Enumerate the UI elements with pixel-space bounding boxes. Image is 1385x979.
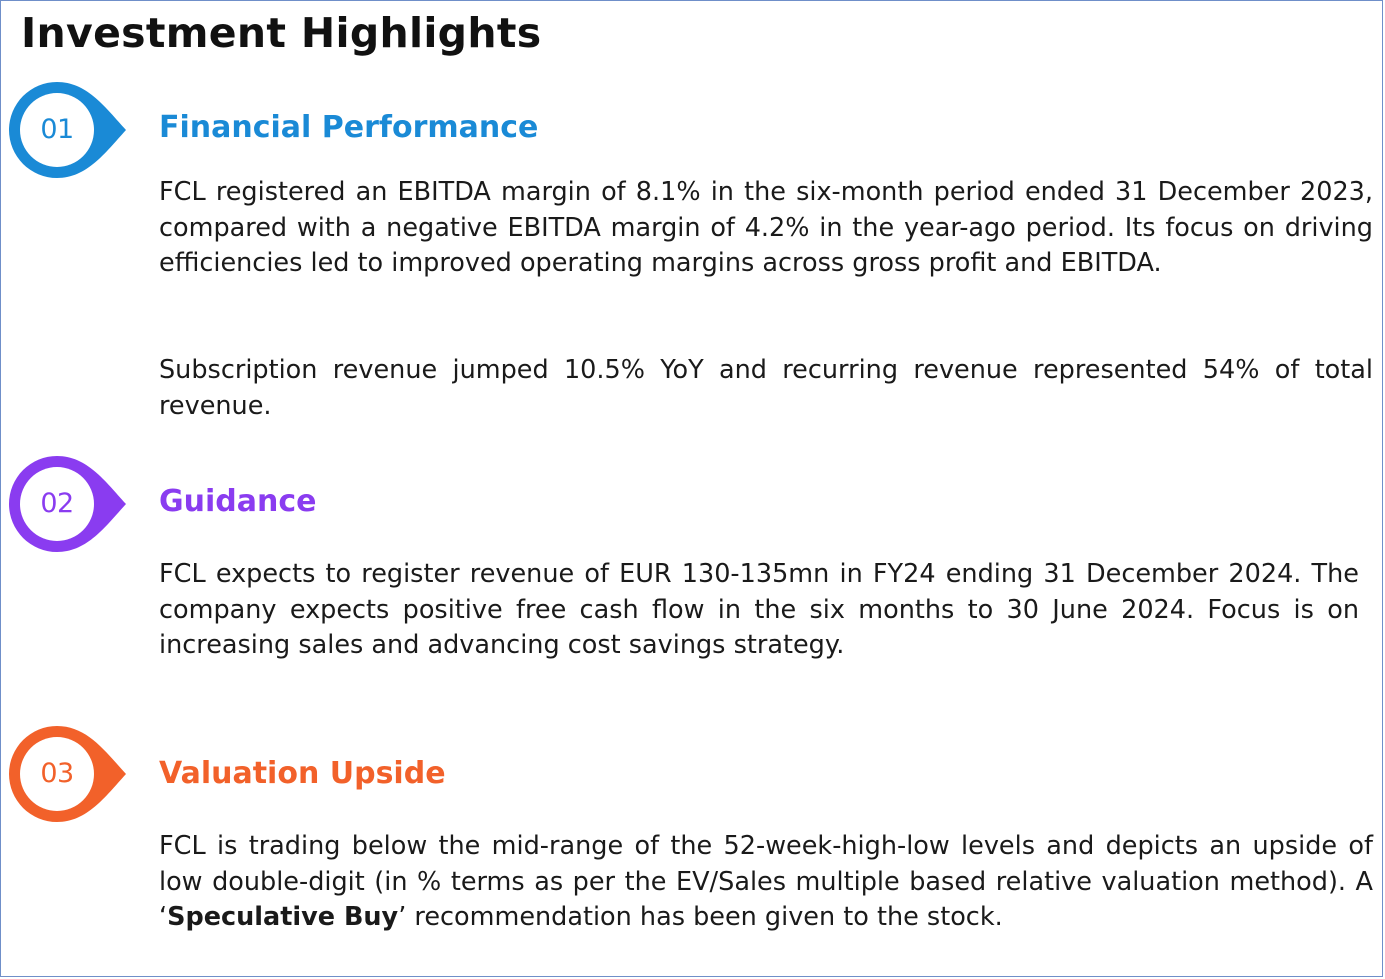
section-number: 02 [40,488,74,519]
section-01-badge [9,81,127,179]
section-heading-valuation-upside: Valuation Upside [159,756,446,791]
section-number: 03 [40,758,74,789]
valuation-upside-paragraph [159,829,1373,936]
section-heading-guidance: Guidance [159,484,317,519]
valuation-text-after: ’ recommendation has been given to the stock. [398,902,1003,933]
valuation-text-before: FCL is trading below the mid-range of the 52-week-high-low levels and depicts an upside of low double-digit (in % terms as per the EV/Sales multiple based relative valuation method). A ‘ [159,831,1373,933]
recommendation-label: Speculative Buy [167,902,399,933]
section-number: 01 [40,114,74,145]
guidance-paragraph: FCL expects to register revenue of EUR 130-135mn in FY24 ending 31 December 2024. The company expects positive free cash flow in the six months to 30 June 2024. Focus is on increasing sales and advancing cost savings strategy. [159,559,1359,661]
financial-performance-paragraph-1: FCL registered an EBITDA margin of 8.1% in the six-month period ended 31 December 2023, compared with a negative EBITDA margin of 4.2% in the year-ago period. Its focus on driving efficiencies led to improved operating margins across gross profit and EBITDA. [159,177,1373,279]
page-title: Investment Highlights [21,9,542,57]
section-heading-financial-performance: Financial Performance [159,110,539,145]
section-03-badge [9,725,127,823]
financial-performance-paragraph-2: Subscription revenue jumped 10.5% YoY and recurring revenue represented 54% of total revenue. [159,355,1373,421]
section-02-badge [9,455,127,553]
